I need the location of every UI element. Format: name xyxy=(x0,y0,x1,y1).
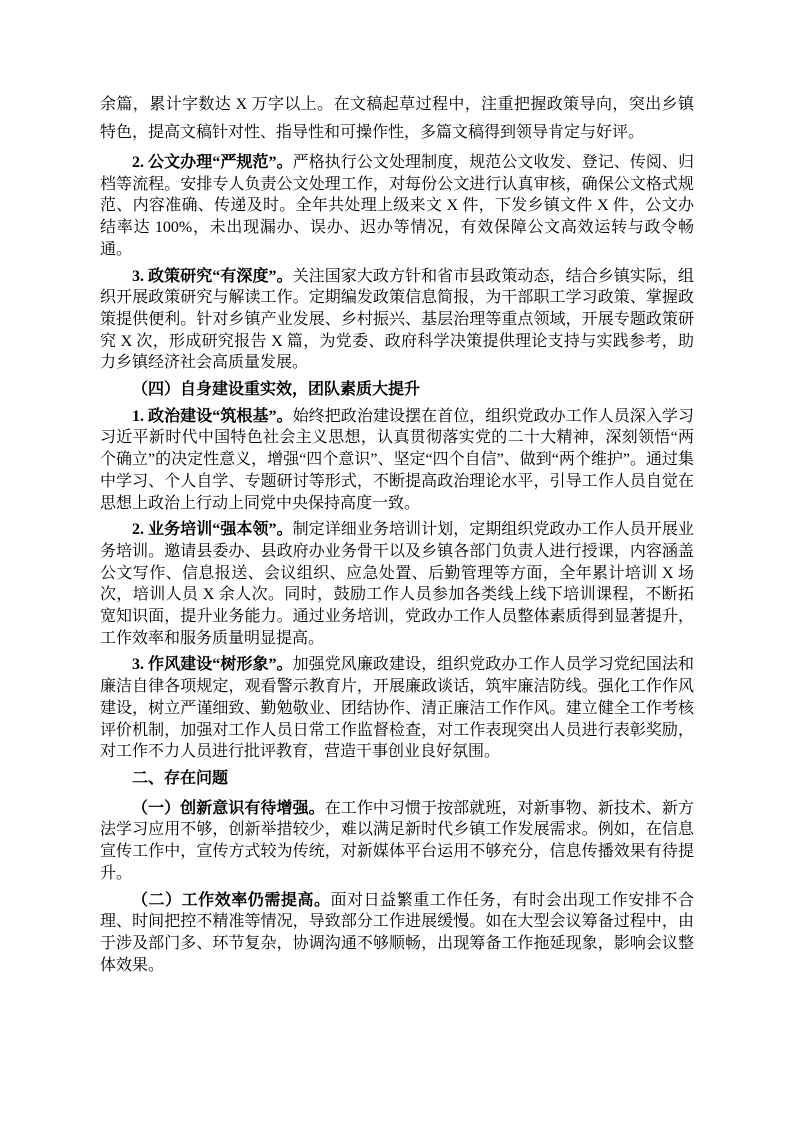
paragraph-text: 加强党风廉政建设，组织党政办工作人员学习党纪国法和廉洁自律各项规定，观看警示教育片，开展廉政谈话，筑牢廉洁防线。强化工作作风建设，树立严谨细致、勤勉敬业、团结协作、清正廉洁工作作风。建立健全工作考核评价机制，加强对工作人员日常工作监督检查，对工作表现突出人员进行表彰奖励，对工作不力人员进行批评教育，营造干事创业良好氛围。 xyxy=(100,656,694,761)
paragraph-lead: 2. 公文办理“严规范”。 xyxy=(132,154,293,171)
paragraph-lead: 3. 政策研究“有深度”。 xyxy=(132,267,293,285)
paragraph-text: 余篇，累计字数达 X 万字以上。在文稿起草过程中，注重把握政策导向，突出乡镇特色，提高文稿针对性、指导性和可操作性，多篇文稿得到领导肯定与好评。 xyxy=(100,96,694,141)
paragraph-text: 面对日益繁重工作任务，有时会出现工作安排不合理、时间把控不精准等情况，导致部分工作进展缓慢。如在大型会议筹备过程中，由于涉及部门多、环节复杂，协调沟通不够顺畅，出现筹备工作拖延现象，影响会议整体效果。 xyxy=(100,891,694,974)
paragraph xyxy=(100,519,694,649)
paragraph xyxy=(100,406,694,515)
section-heading: 二、存在问题 xyxy=(132,769,229,787)
paragraph-text: 在工作中习惯于按部就班，对新事物、新技术、新方法学习应用不够，创新举措较少，难以满足新时代乡镇工作发展需求。例如，在信息宣传工作中，宣传方式较为传统，对新媒体平台运用不够充分，信息传播效果有待提升。 xyxy=(100,799,694,882)
paragraph xyxy=(100,798,694,885)
paragraph-text: 关注国家大政方针和省市县政策动态，结合乡镇实际，组织开展政策研究与解读工作。定期编发政策信息简报，为干部职工学习政策、掌握政策提供便利。针对乡镇产业发展、乡村振兴、基层治理等重点领域，开展专题政策研究 X 次，形成研究报告 X 篇，为党委、政府科学决策提供理论支持与实践参考，助力乡镇经济社会高质量发展。 xyxy=(100,267,694,372)
paragraph xyxy=(100,654,694,763)
document-body xyxy=(100,91,694,981)
paragraph-text: 制定详细业务培训计划，定期组织党政办工作人员开展业务培训。邀请县委办、县政府办业务骨干以及乡镇各部门负责人进行授课，内容涵盖公文写作、信息报送、会议组织、应急处置、后勤管理等方面，全年累计培训 X 场次，培训人员 X 余人次。同时，鼓励工作人员参加各类线上线下培训课程，不断拓宽知识面，提升业务能力。通过业务培训，党政办工作人员整体素质得到显著提升，工作效率和服务质量明显提高。 xyxy=(100,521,694,647)
paragraph-lead: 2. 业务培训“强本领”。 xyxy=(132,521,293,539)
paragraph-continuation xyxy=(100,91,694,147)
paragraph xyxy=(100,152,694,261)
paragraph xyxy=(100,890,694,977)
paragraph-text: 严格执行公文处理制度，规范公文收发、登记、传阅、归档等流程。安排专人负责公文处理工作，对每份公文进行认真审核，确保公文格式规范、内容准确、传递及时。全年共处理上级来文 X 件，下发乡镇文件 X 件，公文办结率达 100%，未出现漏办、误办、迟办等情况，有效保障公文高效运转与政令畅通。 xyxy=(100,154,694,258)
paragraph-lead: 3. 作风建设“树形象”。 xyxy=(132,656,293,674)
paragraph-text: 始终把政治建设摆在首位，组织党政办工作人员深入学习习近平新时代中国特色社会主义思想，认真贯彻落实党的二十大精神，深刻领悟“两个确立”的决定性意义，增强“四个意识”、坚定“四个自信”、做到“两个维护”。通过集中学习、个人自学、专题研讨等形式，不断提高政治理论水平，引导工作人员自觉在思想上政治上行动上同党中央保持高度一致。 xyxy=(100,407,694,512)
paragraph-lead: 1. 政治建设“筑根基”。 xyxy=(132,407,293,425)
paragraph-lead: （一）创新意识有待增强。 xyxy=(132,799,325,817)
section-heading: （四）自身建设重实效，团队素质大提升 xyxy=(132,381,421,399)
paragraph xyxy=(100,266,694,375)
paragraph-lead: （二）工作效率仍需提高。 xyxy=(132,891,331,909)
